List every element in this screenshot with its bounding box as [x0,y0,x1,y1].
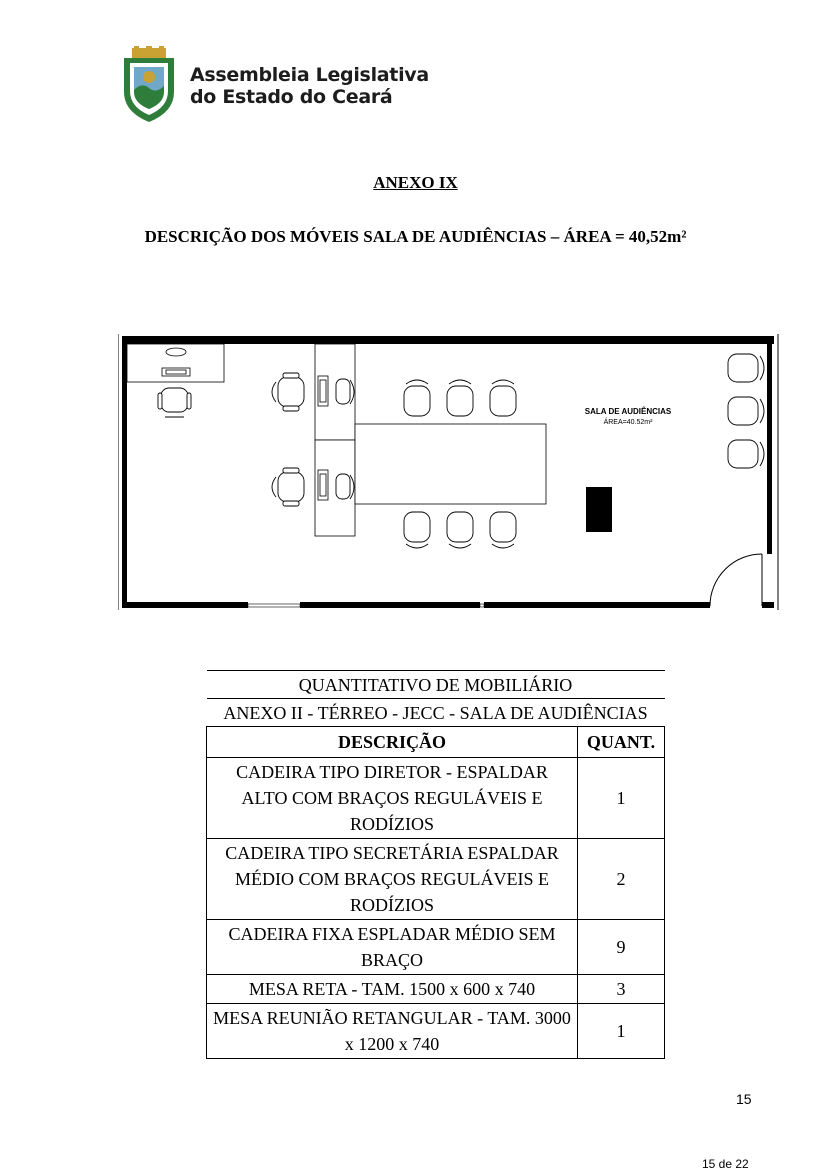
item-description: MESA REUNIÃO RETANGULAR - TAM. 3000 x 1200 x 740 [207,1004,578,1059]
black-cabinet [586,487,612,532]
item-description: CADEIRA TIPO DIRETOR - ESPALDAR ALTO COM BRAÇOS REGULÁVEIS E RODÍZIOS [207,758,578,839]
item-quantity: 1 [578,758,665,839]
item-quantity: 9 [578,920,665,975]
assembly-seal-logo [120,46,178,124]
table-subtitle-row [207,699,665,727]
annex-title: ANEXO IX [373,173,458,192]
table-row [207,1004,665,1059]
door-swing [710,554,762,606]
furniture-quantity-table [206,670,665,1059]
fixed-chairs-top [404,380,516,416]
table-subtitle: ANEXO II - TÉRREO - JECC - SALA DE AUDIÊNCIAS [207,699,665,727]
floor-plan [118,330,782,615]
room-area-label: ÁREA=40.52m² [603,419,653,426]
table-row [207,975,665,1004]
table-title: QUANTITATIVO DE MOBILIÁRIO [207,671,665,699]
column-header-quantity: QUANT. [578,727,665,758]
item-quantity: 3 [578,975,665,1004]
table-row [207,920,665,975]
swivel-chairs [158,373,304,506]
organization-name [190,64,429,108]
page-number: 15 [736,1091,752,1107]
page-count: 15 de 22 [702,1157,749,1171]
table-column-headers [207,727,665,758]
item-description: CADEIRA FIXA ESPLADAR MÉDIO SEM BRAÇO [207,920,578,975]
org-name-line1: Assembleia Legislativa [190,64,429,86]
item-description: CADEIRA TIPO SECRETÁRIA ESPALDAR MÉDIO COM BRAÇOS REGULÁVEIS E RODÍZIOS [207,839,578,920]
room-label: SALA DE AUDIÊNCIAS [584,407,672,416]
item-quantity: 1 [578,1004,665,1059]
fixed-chairs-bottom [404,512,516,548]
item-quantity: 2 [578,839,665,920]
table-row [207,758,665,839]
table-title-row [207,671,665,699]
column-header-description: DESCRIÇÃO [207,727,578,758]
table-row [207,839,665,920]
item-description: MESA RETA - TAM. 1500 x 600 x 740 [207,975,578,1004]
document-title: DESCRIÇÃO DOS MÓVEIS SALA DE AUDIÊNCIAS – ÁREA = 40,52m² [144,227,687,246]
org-name-line2: do Estado do Ceará [190,86,393,108]
fixed-chairs-right [728,354,764,468]
